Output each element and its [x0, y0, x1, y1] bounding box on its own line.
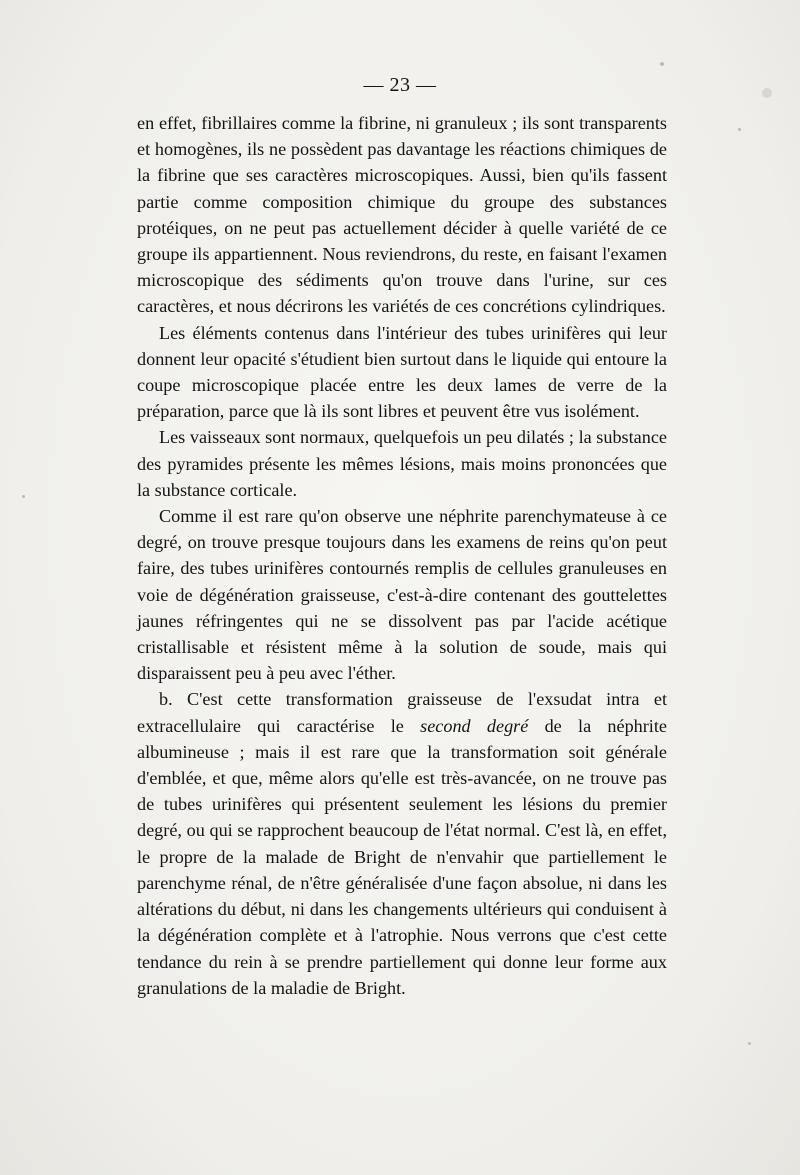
paper-speck — [748, 1042, 751, 1045]
paragraph: Les éléments contenus dans l'intérieur des tubes urinifères qui leur donnent leur opacité s'étudient bien surtout dans le liquide qui entoure la coupe microscopique placée entre les deux lames de verre de la préparation, parce que là ils sont libres et peuvent être vus isolément. — [137, 322, 667, 422]
paper-speck — [22, 495, 25, 498]
paragraph-text: b. C'est cette transformation graisseuse de l'exsudat intra et extracellulaire qui caractérise le — [137, 689, 667, 736]
page-number: — 23 — — [363, 74, 437, 96]
paper-speck — [660, 62, 664, 66]
paragraph: en effet, fibrillaires comme la fibrine, ni granuleux ; ils sont transparents et homogènes, ils ne possèdent pas davantage les réactions chimiques de la fibrine que ses caractères microscopiques. Aussi, bien qu'ils fassent partie comme composition chimique du groupe des substances protéiques, on ne peut pas actuellement décider à quelle variété de ce groupe ils appartiennent. Nous reviendrons, du reste, en faisant l'examen microscopique des sédiments qu'on trouve dans l'urine, sur ces caractères, et nous décrirons les variétés de ces concrétions cylindriques. — [137, 113, 667, 317]
paragraph: Comme il est rare qu'on observe une néphrite parenchymateuse à ce degré, on trouve presque toujours dans les examens de reins qu'on peut faire, des tubes urinifères contournés remplis de cellules granuleuses en voie de dégénération graisseuse, c'est-à-dire contenant des gouttelettes jaunes réfringentes qui ne se dissolvent pas par l'acide acétique cristallisable et résistent même à la solution de soude, mais qui disparaissent peu à peu avec l'éther. — [137, 506, 667, 684]
paragraph: Les vaisseaux sont normaux, quelquefois un peu dilatés ; la substance des pyramides présente les mêmes lésions, mais moins prononcées que la substance corticale. — [137, 427, 667, 500]
body-text — [137, 110, 667, 1001]
paper-speck — [738, 128, 741, 131]
paragraph-text: de la néphrite albumineuse ; mais il est rare que la transformation soit générale d'emblée, et que, même alors qu'elle est très-avancée, on ne trouve pas de tubes urinifères qui présentent seulement les lésions du premier degré, ou qui se rapprochent beaucoup de l'état normal. C'est là, en effet, le propre de la malade de Bright de n'envahir que partiellement le parenchyme rénal, de n'être généralisée d'une façon absolue, ni dans les altérations du début, ni dans les changements ultérieurs qui conduisent à la dégénération complète et à l'atrophie. Nous verrons que c'est cette tendance du rein à se prendre partiellement qui donne leur forme aux granulations de la maladie de Bright. — [137, 715, 667, 998]
paragraph — [137, 686, 667, 1000]
italic-term: second degré — [420, 715, 529, 736]
